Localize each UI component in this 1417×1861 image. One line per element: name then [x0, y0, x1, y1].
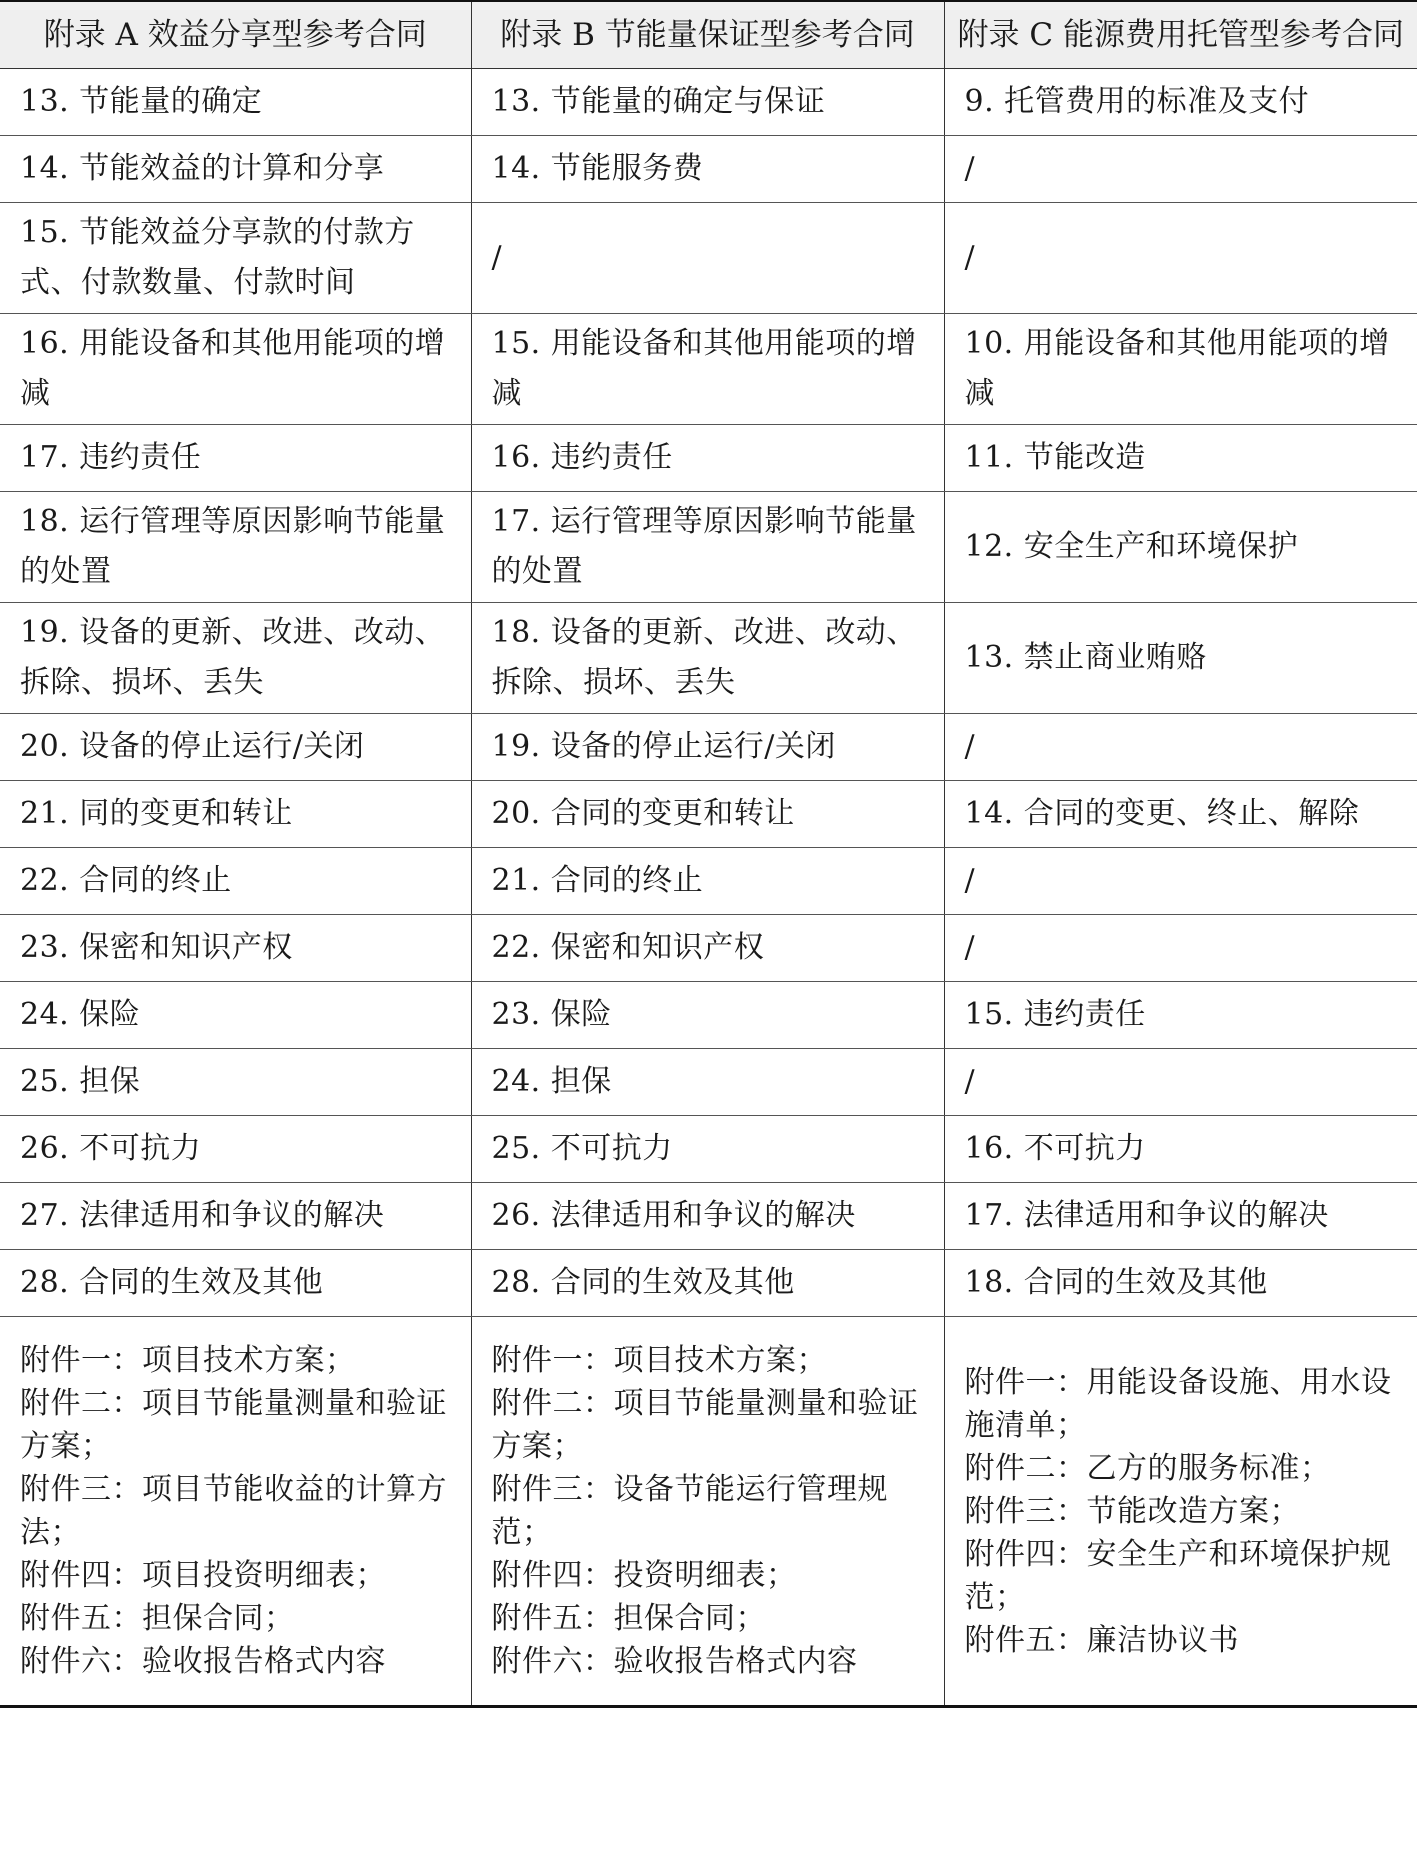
table-row	[0, 714, 1417, 781]
cell-appendix-a: 15. 节能效益分享款的付款方式、付款数量、付款时间	[0, 203, 471, 314]
cell-appendix-a: 19. 设备的更新、改进、改动、拆除、损坏、丢失	[0, 603, 471, 714]
cell-appendix-c: /	[944, 915, 1417, 982]
attachments-appendix-a	[0, 1317, 471, 1707]
cell-appendix-a: 13. 节能量的确定	[0, 69, 471, 136]
cell-appendix-c: 18. 合同的生效及其他	[944, 1250, 1417, 1317]
attachment-item: 附件五：担保合同；	[491, 1601, 766, 1636]
cell-appendix-b: 24. 担保	[471, 1049, 944, 1116]
attachment-item: 附件二：项目节能量测量和验证方案；	[20, 1386, 447, 1464]
attachments-appendix-b	[471, 1317, 944, 1707]
cell-appendix-c: /	[944, 1049, 1417, 1116]
cell-appendix-c: 14. 合同的变更、终止、解除	[944, 781, 1417, 848]
table-row	[0, 1250, 1417, 1317]
cell-appendix-a: 14. 节能效益的计算和分享	[0, 136, 471, 203]
cell-appendix-b: 14. 节能服务费	[471, 136, 944, 203]
table-row	[0, 848, 1417, 915]
cell-appendix-b: 22. 保密和知识产权	[471, 915, 944, 982]
attachment-item: 附件一：用能设备设施、用水设施清单；	[964, 1364, 1392, 1443]
cell-appendix-b: 17. 运行管理等原因影响节能量的处置	[471, 492, 944, 603]
table-body	[0, 69, 1417, 1707]
attachment-item: 附件四：投资明细表；	[491, 1558, 797, 1593]
attachments-appendix-c	[944, 1317, 1417, 1707]
attachment-item: 附件六：验收报告格式内容	[491, 1644, 858, 1679]
cell-appendix-a: 22. 合同的终止	[0, 848, 471, 915]
cell-appendix-a: 27. 法律适用和争议的解决	[0, 1183, 471, 1250]
cell-appendix-c: 16. 不可抗力	[944, 1116, 1417, 1183]
cell-appendix-b: 28. 合同的生效及其他	[471, 1250, 944, 1317]
attachment-item: 附件一：项目技术方案；	[491, 1343, 827, 1378]
cell-appendix-a: 28. 合同的生效及其他	[0, 1250, 471, 1317]
cell-appendix-a: 18. 运行管理等原因影响节能量的处置	[0, 492, 471, 603]
attachment-item: 附件四：安全生产和环境保护规范；	[964, 1536, 1392, 1615]
cell-appendix-c: /	[944, 848, 1417, 915]
table-row	[0, 69, 1417, 136]
attachment-item: 附件三：节能改造方案；	[964, 1493, 1300, 1529]
cell-appendix-a: 25. 担保	[0, 1049, 471, 1116]
attachments-row	[0, 1317, 1417, 1707]
cell-appendix-c: /	[944, 714, 1417, 781]
cell-appendix-c: 15. 违约责任	[944, 982, 1417, 1049]
header-appendix-b: 附录 B 节能量保证型参考合同	[471, 1, 944, 69]
table-row	[0, 781, 1417, 848]
cell-appendix-b: 23. 保险	[471, 982, 944, 1049]
cell-appendix-c: 17. 法律适用和争议的解决	[944, 1183, 1417, 1250]
table-row	[0, 203, 1417, 314]
cell-appendix-c: 10. 用能设备和其他用能项的增减	[944, 314, 1417, 425]
cell-appendix-b: 21. 合同的终止	[471, 848, 944, 915]
cell-appendix-a: 17. 违约责任	[0, 425, 471, 492]
table-row	[0, 492, 1417, 603]
attachment-item: 附件三：设备节能运行管理规范；	[491, 1472, 888, 1550]
cell-appendix-a: 16. 用能设备和其他用能项的增减	[0, 314, 471, 425]
cell-appendix-c: 11. 节能改造	[944, 425, 1417, 492]
table-row	[0, 603, 1417, 714]
table-row	[0, 1049, 1417, 1116]
cell-appendix-b: 18. 设备的更新、改进、改动、拆除、损坏、丢失	[471, 603, 944, 714]
attachment-item: 附件一：项目技术方案；	[20, 1343, 356, 1378]
cell-appendix-a: 23. 保密和知识产权	[0, 915, 471, 982]
attachment-item: 附件六：验收报告格式内容	[20, 1644, 386, 1679]
header-appendix-a: 附录 A 效益分享型参考合同	[0, 1, 471, 69]
table-row	[0, 136, 1417, 203]
cell-appendix-a: 26. 不可抗力	[0, 1116, 471, 1183]
cell-appendix-b: 20. 合同的变更和转让	[471, 781, 944, 848]
attachment-item: 附件二：项目节能量测量和验证方案；	[491, 1386, 919, 1464]
cell-appendix-b: 26. 法律适用和争议的解决	[471, 1183, 944, 1250]
table-row	[0, 1183, 1417, 1250]
cell-appendix-b: 25. 不可抗力	[471, 1116, 944, 1183]
table-row	[0, 425, 1417, 492]
table-row	[0, 915, 1417, 982]
cell-appendix-a: 24. 保险	[0, 982, 471, 1049]
cell-appendix-a: 21. 同的变更和转让	[0, 781, 471, 848]
table-row	[0, 1116, 1417, 1183]
header-row	[0, 1, 1417, 69]
attachment-item: 附件五：担保合同；	[20, 1601, 295, 1636]
cell-appendix-b: 16. 违约责任	[471, 425, 944, 492]
table-row	[0, 314, 1417, 425]
cell-appendix-c: 13. 禁止商业贿赂	[944, 603, 1417, 714]
cell-appendix-c: /	[944, 136, 1417, 203]
cell-appendix-c: 9. 托管费用的标准及支付	[944, 69, 1417, 136]
cell-appendix-c: 12. 安全生产和环境保护	[944, 492, 1417, 603]
cell-appendix-a: 20. 设备的停止运行/关闭	[0, 714, 471, 781]
cell-appendix-c: /	[944, 203, 1417, 314]
table-row	[0, 982, 1417, 1049]
attachment-item: 附件三：项目节能收益的计算方法；	[20, 1472, 447, 1550]
attachment-item: 附件四：项目投资明细表；	[20, 1558, 386, 1593]
cell-appendix-b: 13. 节能量的确定与保证	[471, 69, 944, 136]
cell-appendix-b: /	[471, 203, 944, 314]
cell-appendix-b: 15. 用能设备和其他用能项的增减	[471, 314, 944, 425]
attachment-item: 附件五：廉洁协议书	[964, 1622, 1239, 1658]
cell-appendix-b: 19. 设备的停止运行/关闭	[471, 714, 944, 781]
header-appendix-c: 附录 C 能源费用托管型参考合同	[944, 1, 1417, 69]
attachment-item: 附件二：乙方的服务标准；	[964, 1450, 1331, 1486]
